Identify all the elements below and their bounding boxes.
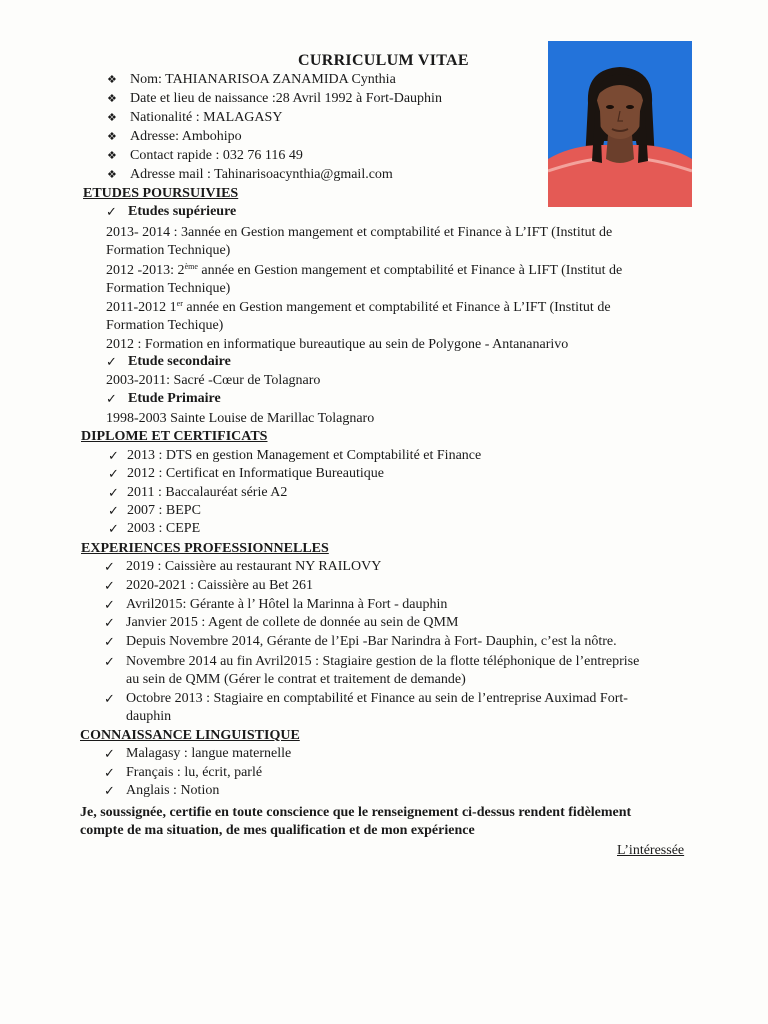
check-bullet-icon: ✓ xyxy=(108,466,119,481)
language-item: Anglais : Notion xyxy=(126,783,220,798)
section-heading-experiences: EXPERIENCES PROFESSIONNELLES xyxy=(81,541,329,556)
identity-name: Nom: TAHIANARISOA ZANAMIDA Cynthia xyxy=(130,72,396,87)
section-heading-etudes: ETUDES POURSUIVIES xyxy=(83,186,239,201)
diamond-bullet-icon: ❖ xyxy=(107,93,117,105)
check-bullet-icon: ✓ xyxy=(104,783,115,798)
check-bullet-icon: ✓ xyxy=(106,204,117,219)
diamond-bullet-icon: ❖ xyxy=(107,150,117,162)
check-bullet-icon: ✓ xyxy=(106,391,117,406)
check-bullet-icon: ✓ xyxy=(108,485,119,500)
education-line: Formation Technique) xyxy=(106,243,231,258)
identity-address: Adresse: Ambohipo xyxy=(130,129,242,144)
education-line: 1998-2003 Sainte Louise de Marillac Tolagnaro xyxy=(106,411,375,426)
diploma-item: 2013 : DTS en gestion Management et Comptabilité et Finance xyxy=(127,448,482,463)
attestation-line: compte de ma situation, de mes qualification et de mon expérience xyxy=(80,823,475,838)
education-line: 2012 : Formation en informatique bureautique au sein de Polygone - Antananarivo xyxy=(106,337,569,352)
diploma-item: 2003 : CEPE xyxy=(127,521,201,536)
experience-item: Novembre 2014 au fin Avril2015 : Stagiaire gestion de la flotte téléphonique de l’entreprise xyxy=(126,654,640,669)
check-bullet-icon: ✓ xyxy=(104,559,115,574)
experience-item: Octobre 2013 : Stagiaire en comptabilité et Finance au sein de l’entreprise Auximad Fort- xyxy=(126,691,628,706)
check-bullet-icon: ✓ xyxy=(104,746,115,761)
subheading-secondaire: Etude secondaire xyxy=(128,354,231,369)
diamond-bullet-icon: ❖ xyxy=(107,169,117,181)
check-bullet-icon: ✓ xyxy=(104,765,115,780)
education-line: 2012 -2013: 2ème année en Gestion mangement et comptabilité et Finance à LIFT (Institut de xyxy=(106,262,623,278)
check-bullet-icon: ✓ xyxy=(108,521,119,536)
check-bullet-icon: ✓ xyxy=(104,597,115,612)
subheading-superieure: Etudes supérieure xyxy=(128,204,237,219)
identity-phone: Contact rapide : 032 76 116 49 xyxy=(130,148,303,163)
check-bullet-icon: ✓ xyxy=(104,615,115,630)
section-heading-langues: CONNAISSANCE LINGUISTIQUE xyxy=(80,728,300,743)
profile-photo xyxy=(548,41,692,207)
attestation-line: Je, soussignée, certifie en toute conscience que le renseignement ci-dessus rendent fidèlement xyxy=(80,805,632,820)
section-heading-diplomes: DIPLOME ET CERTIFICATS xyxy=(81,429,268,444)
subheading-primaire: Etude Primaire xyxy=(128,391,221,406)
identity-nationality: Nationalité : MALAGASY xyxy=(130,110,283,125)
education-line: Formation Technique) xyxy=(106,281,231,296)
experience-item-cont: au sein de QMM (Gérer le contrat et traitement de demande) xyxy=(126,672,466,687)
experience-item: Janvier 2015 : Agent de collete de donnée au sein de QMM xyxy=(126,615,459,630)
check-bullet-icon: ✓ xyxy=(104,578,115,593)
diploma-item: 2012 : Certificat en Informatique Bureautique xyxy=(127,466,384,481)
identity-email: Adresse mail : Tahinarisoacynthia@gmail.com xyxy=(130,167,393,182)
experience-item: 2020-2021 : Caissière au Bet 261 xyxy=(126,578,314,593)
education-line: 2013- 2014 : 3année en Gestion mangement et comptabilité et Finance à L’IFT (Institut de xyxy=(106,225,613,240)
experience-item: 2019 : Caissière au restaurant NY RAILOVY xyxy=(126,559,382,574)
diamond-bullet-icon: ❖ xyxy=(107,74,117,86)
diploma-item: 2011 : Baccalauréat série A2 xyxy=(127,485,288,500)
experience-item: Depuis Novembre 2014, Gérante de l’Epi -Bar Narindra à Fort- Dauphin, c’est la nôtre. xyxy=(126,634,617,649)
language-item: Français : lu, écrit, parlé xyxy=(126,765,263,780)
diamond-bullet-icon: ❖ xyxy=(107,131,117,143)
document-title: CURRICULUM VITAE xyxy=(298,52,469,69)
check-bullet-icon: ✓ xyxy=(104,691,115,706)
education-line: 2011-2012 1er année en Gestion mangement et comptabilité et Finance à L’IFT (Institut de xyxy=(106,299,611,315)
diamond-bullet-icon: ❖ xyxy=(107,112,117,124)
language-item: Malagasy : langue maternelle xyxy=(126,746,292,761)
identity-birth: Date et lieu de naissance :28 Avril 1992 à Fort-Dauphin xyxy=(130,91,442,106)
check-bullet-icon: ✓ xyxy=(108,448,119,463)
signature-label: L’intéressée xyxy=(617,843,685,858)
experience-item-cont: dauphin xyxy=(126,709,172,724)
check-bullet-icon: ✓ xyxy=(108,503,119,518)
education-line: Formation Techique) xyxy=(106,318,224,333)
check-bullet-icon: ✓ xyxy=(104,634,115,649)
experience-item: Avril2015: Gérante à l’ Hôtel la Marinna à Fort - dauphin xyxy=(126,597,448,612)
diploma-item: 2007 : BEPC xyxy=(127,503,201,518)
check-bullet-icon: ✓ xyxy=(106,354,117,369)
check-bullet-icon: ✓ xyxy=(104,654,115,669)
education-line: 2003-2011: Sacré -Cœur de Tolagnaro xyxy=(106,373,321,388)
